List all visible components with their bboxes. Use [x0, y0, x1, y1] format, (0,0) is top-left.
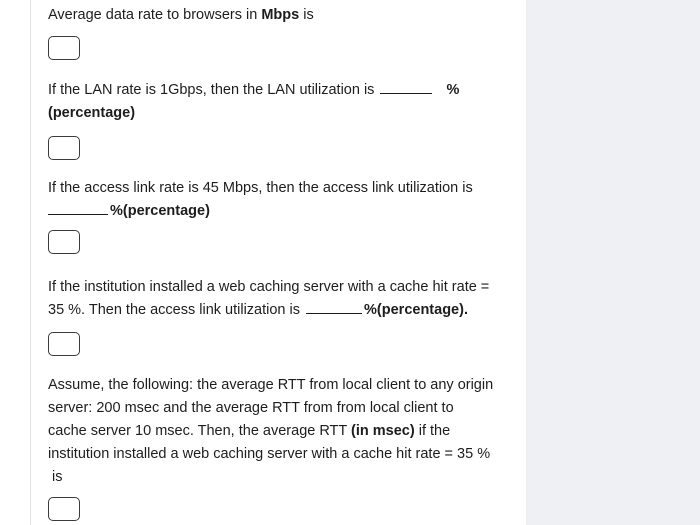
- question-2-line-1: [48, 79, 518, 102]
- question-4-blank: [306, 312, 362, 314]
- question-2-line-2: [48, 102, 518, 125]
- question-5-line-4: institution installed a web caching server with a cache hit rate = 35 %: [48, 446, 491, 462]
- question-3-bold-label: %(percentage): [110, 203, 210, 219]
- question-4-bold-label: %(percentage).: [364, 302, 468, 318]
- question-5-line-3-text: cache server 10 msec. Then, the average RTT: [48, 423, 352, 439]
- question-1-suffix: is: [299, 7, 314, 23]
- question-5-line-3-end: if the: [414, 423, 451, 439]
- question-1: [48, 4, 518, 27]
- question-5-bold-unit: (in msec): [351, 423, 415, 439]
- question-3: [48, 177, 518, 223]
- question-4-line-2: [48, 299, 518, 322]
- question-2: [48, 79, 518, 125]
- question-2-bold-label: (percentage): [48, 105, 136, 121]
- question-3-line-1: If the access link rate is 45 Mbps, then the access link utilization is: [48, 180, 473, 196]
- question-5-line-5: is: [52, 469, 63, 485]
- question-5-line-1: Assume, the following: the average RTT from local client to any origin: [48, 377, 494, 393]
- question-2-answer-input[interactable]: [48, 136, 80, 160]
- question-5: [48, 374, 518, 489]
- question-2-text: If the LAN rate is 1Gbps, then the LAN utilization is: [48, 82, 379, 98]
- question-1-prefix: Average data rate to browsers in: [48, 7, 262, 23]
- question-1-bold-unit: Mbps: [261, 7, 300, 23]
- question-4-text: 35 %. Then the access link utilization is: [48, 302, 305, 318]
- question-1-text: [48, 4, 518, 27]
- question-2-blank: [380, 92, 432, 94]
- right-sidebar-panel: [526, 0, 700, 525]
- question-5-line-2: server: 200 msec and the average RTT from from local client to: [48, 400, 454, 416]
- question-3-answer-input[interactable]: [48, 230, 80, 254]
- question-4: [48, 276, 518, 322]
- page-left-border: [30, 0, 31, 525]
- question-1-answer-input[interactable]: [48, 36, 80, 60]
- question-4-answer-input[interactable]: [48, 332, 80, 356]
- question-3-line-2: [48, 200, 518, 223]
- question-5-line-3: [48, 420, 518, 443]
- question-4-line-1: If the institution installed a web caching server with a cache hit rate =: [48, 279, 490, 295]
- question-2-unit: %: [446, 82, 460, 98]
- question-3-blank: [48, 213, 108, 215]
- question-5-answer-input[interactable]: [48, 497, 80, 521]
